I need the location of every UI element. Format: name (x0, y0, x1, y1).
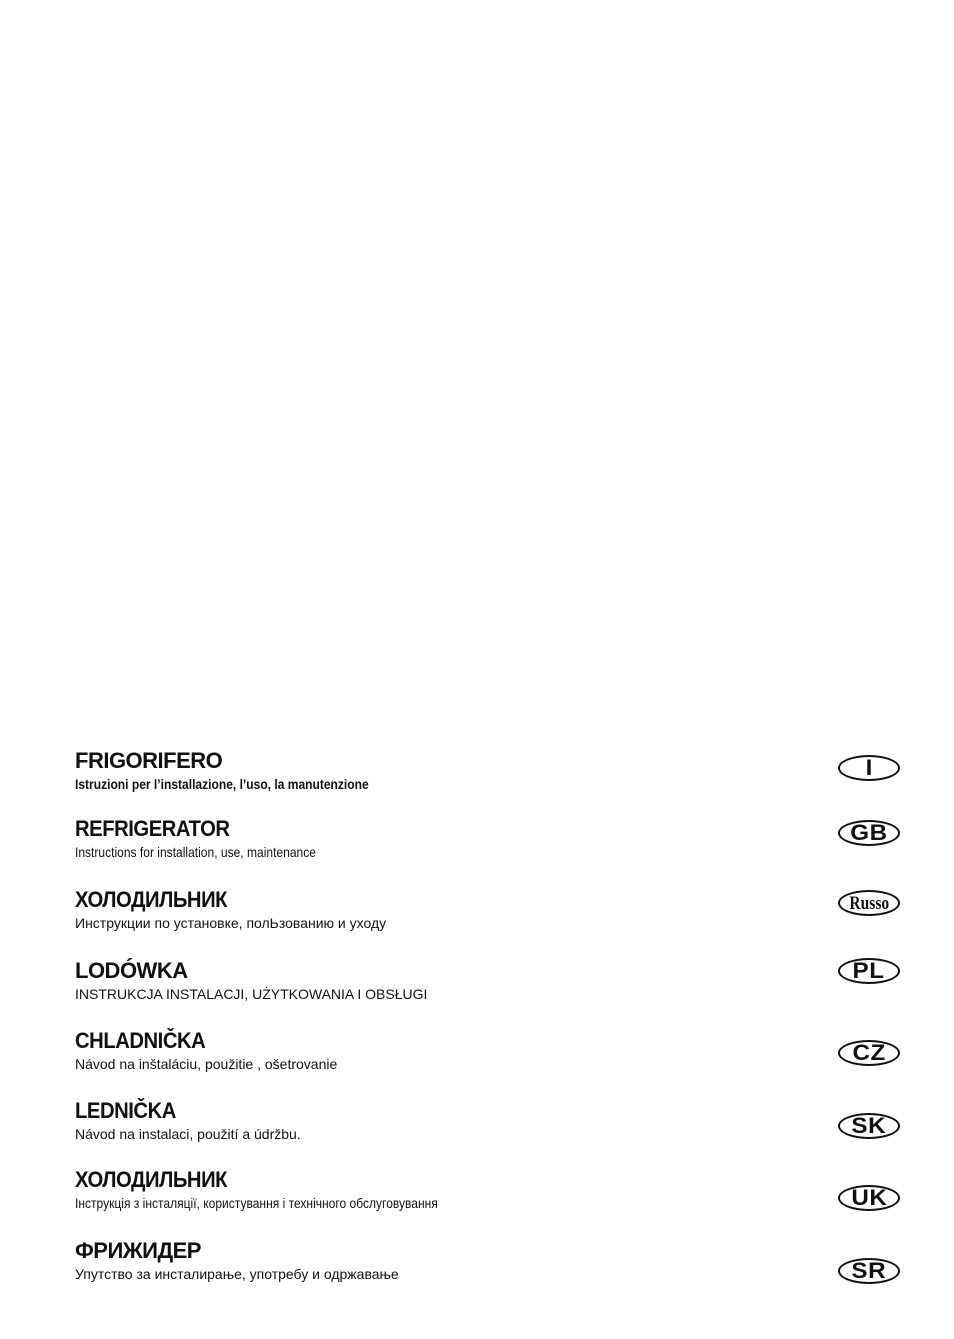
entry-subtitle: INSTRUKCJA INSTALACJI, UŻYTKOWANIA I OBSŁUGI (75, 986, 428, 1002)
entry-subtitle: Istruzioni per l’installazione, l’uso, la manutenzione (75, 776, 369, 792)
entry-title: FRIGORIFERO (75, 748, 223, 773)
entry-title: ФРИЖИДЕР (75, 1238, 201, 1263)
badge-label: I (865, 755, 873, 780)
badge-label: Russo (849, 892, 889, 914)
badge-label: UK (850, 1185, 888, 1210)
language-entry-ukrainian (75, 1167, 815, 1212)
language-code-badge-pl (838, 958, 900, 984)
entry-subtitle: Návod na instalaci, použití a údržbu. (75, 1126, 301, 1142)
language-entry-russian (75, 887, 815, 932)
entry-subtitle: Instructions for installation, use, maintenance (75, 844, 316, 860)
entry-title: LODÓWKA (75, 958, 188, 983)
entry-title: CHLADNIČKA (75, 1028, 206, 1053)
entry-title: REFRIGERATOR (75, 816, 230, 841)
language-code-badge-cz (838, 1040, 900, 1066)
language-code-badge-uk (838, 1185, 900, 1211)
entry-title: ХОЛОДИЛЬНИК (75, 1167, 228, 1192)
entry-title: LEDNIČKA (75, 1098, 176, 1123)
entry-subtitle: Návod na inštaláciu, použitie , ošetrovanie (75, 1056, 338, 1072)
language-entry-czech (75, 1028, 815, 1073)
badge-label: PL (852, 958, 886, 983)
language-code-badge-sk (838, 1113, 900, 1139)
entry-subtitle: Инструкции по установке, полЬзованию и уходу (75, 915, 387, 931)
badge-label: SK (851, 1113, 887, 1138)
entry-subtitle: Інструкція з інсталяції, користування і технічного обслуговування (75, 1195, 438, 1211)
language-code-badge-sr (838, 1258, 900, 1284)
language-code-badge-i (838, 755, 900, 781)
language-entry-italian (75, 748, 815, 793)
badge-label: CZ (852, 1040, 886, 1065)
entry-title: ХОЛОДИЛЬНИК (75, 887, 228, 912)
language-entry-english (75, 816, 815, 861)
badge-label: SR (851, 1258, 887, 1283)
language-entry-slovak (75, 1098, 815, 1143)
language-entry-serbian (75, 1238, 815, 1283)
language-entry-polish (75, 958, 815, 1003)
language-code-badge-russo (838, 890, 900, 916)
badge-label: GB (850, 820, 888, 845)
language-code-badge-gb (838, 820, 900, 846)
entry-subtitle: Упутство за инсталирање, употребу и одржавање (75, 1266, 399, 1282)
